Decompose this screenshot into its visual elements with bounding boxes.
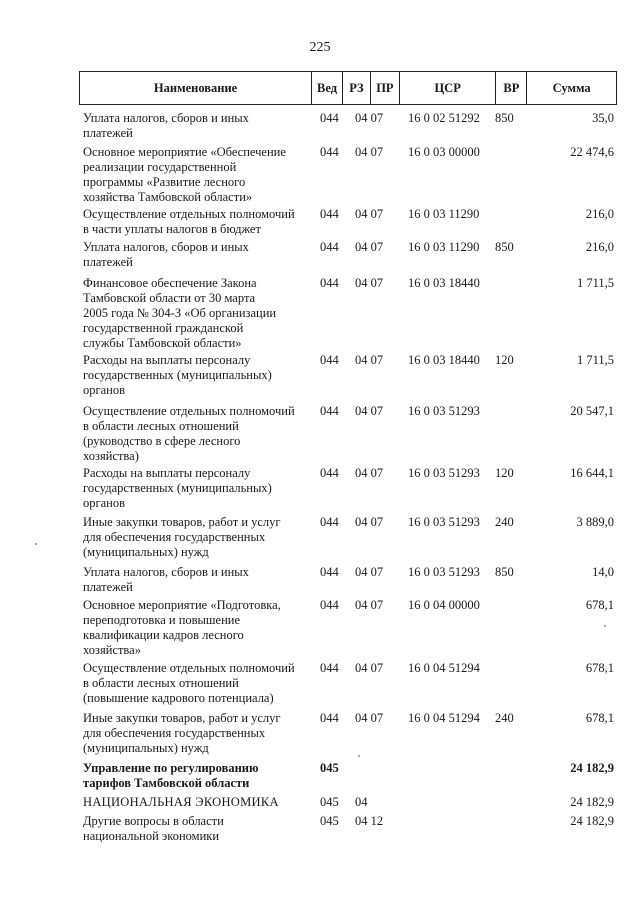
row-csr: 16 0 03 18440 [408,353,480,367]
row-name: Уплата налогов, сборов и иных платежей [83,240,249,269]
row-csr: 16 0 04 51294 [408,661,480,675]
row-sum: 35,0 [592,111,614,125]
row-csr: 16 0 03 00000 [408,145,480,159]
row-rz-pr: 04 12 [355,814,384,828]
row-csr: 16 0 03 18440 [408,276,480,290]
row-sum: 678,1 [585,711,614,725]
row-name: Уплата налогов, сборов и иных платежей [83,111,249,140]
row-sum: 1 711,5 [576,276,614,290]
row-rz-pr: 04 07 [355,515,384,529]
page-number: 225 [309,40,331,55]
row-name: Иные закупки товаров, работ и услуг для обеспечения государственных (муниципальных) нужд [83,515,281,559]
row-rz-pr: 04 07 [355,565,384,579]
row-ved: 044 [320,404,339,418]
row-rz-pr: 04 07 [355,145,384,159]
row-csr: 16 0 03 51293 [408,404,480,418]
header-name: Наименование [153,80,238,95]
row-ved: 044 [320,661,339,675]
row-name: Осуществление отдельных полномочий в области лесных отношений (руководство в сфере лесного хозяйства) [83,404,295,463]
row-csr: 16 0 03 11290 [408,207,480,221]
row-csr: 16 0 03 51293 [408,565,480,579]
row-sum: 216,0 [585,240,614,254]
table-header [79,71,617,105]
row-name: Расходы на выплаты персоналу государственных (муниципальных) органов [83,353,272,397]
budget-table [79,71,617,843]
row-vr: 240 [495,711,514,725]
row-rz-pr: 04 [355,795,368,809]
row-sum: 16 644,1 [570,466,614,480]
row-ved: 044 [320,111,339,125]
row-ved: 044 [320,466,339,480]
row-sum: 24 182,9 [570,761,614,775]
row-csr: 16 0 04 00000 [408,598,480,612]
row-vr: 120 [495,353,514,367]
row-rz-pr: 04 07 [355,111,384,125]
row-rz-pr: 04 07 [355,711,384,725]
row-csr: 16 0 03 11290 [408,240,480,254]
row-rz-pr: 04 07 [355,207,384,221]
row-ved: 044 [320,515,339,529]
row-ved: 044 [320,207,339,221]
row-sum: 1 711,5 [576,353,614,367]
row-sum: 14,0 [592,565,614,579]
row-sum: 24 182,9 [570,814,614,828]
row-ved: 044 [320,353,339,367]
scan-speck [35,543,37,545]
row-name: Осуществление отдельных полномочий в части уплаты налогов в бюджет [83,207,295,236]
row-ved: 044 [320,598,339,612]
row-name: Расходы на выплаты персоналу государственных (муниципальных) органов [83,466,272,510]
row-ved: 045 [320,795,339,809]
row-vr: 120 [495,466,514,480]
row-sum: 216,0 [585,207,614,221]
row-sum: 3 889,0 [576,515,614,529]
row-name: Уплата налогов, сборов и иных платежей [83,565,249,594]
row-sum: 678,1 [585,598,614,612]
row-ved: 044 [320,276,339,290]
row-sum: 22 474,6 [570,145,614,159]
row-sum: 678,1 [585,661,614,675]
row-ved: 044 [320,240,339,254]
row-csr: 16 0 02 51292 [408,111,480,125]
row-name: Основное мероприятие «Обеспечение реализации государственной программы «Развитие лесного хозяйства Тамбовской области» [83,145,286,204]
row-csr: 16 0 03 51293 [408,515,480,529]
row-ved: 045 [320,814,339,828]
header-vr: ВР [495,72,526,104]
row-rz-pr: 04 07 [355,598,384,612]
row-ved: 045 [320,761,339,775]
row-name: Основное мероприятие «Подготовка, переподготовка и повышение квалификации кадров лесного хозяйства» [83,598,281,657]
row-vr: 850 [495,111,514,125]
row-sum: 24 182,9 [570,795,614,809]
row-vr: 240 [495,515,514,529]
row-rz-pr: 04 07 [355,276,384,290]
row-ved: 044 [320,565,339,579]
header-ved: Вед [311,72,342,104]
row-name: Управление по регулированию тарифов Тамбовской области [83,761,259,790]
row-rz-pr: 04 07 [355,404,384,418]
scan-speck [604,625,606,627]
row-sum: 20 547,1 [570,404,614,418]
row-rz-pr: 04 07 [355,466,384,480]
row-name: Иные закупки товаров, работ и услуг для обеспечения государственных (муниципальных) нужд [83,711,281,755]
row-csr: 16 0 04 51294 [408,711,480,725]
row-vr: 850 [495,565,514,579]
header-pr: ПР [370,72,399,104]
row-ved: 044 [320,145,339,159]
row-name: НАЦИОНАЛЬНАЯ ЭКОНОМИКА [83,795,279,809]
row-name: Другие вопросы в области национальной экономики [83,814,224,843]
scan-speck [358,755,360,757]
row-vr: 850 [495,240,514,254]
row-rz-pr: 04 07 [355,661,384,675]
row-csr: 16 0 03 51293 [408,466,480,480]
header-rz: РЗ [342,72,370,104]
row-name: Осуществление отдельных полномочий в области лесных отношений (повышение кадрового потенциала) [83,661,295,705]
row-name: Финансовое обеспечение Закона Тамбовской области от 30 марта 2005 года № 304-З «Об организации государственной гражданской службы Тамбовской области» [83,276,277,350]
row-ved: 044 [320,711,339,725]
header-csr: ЦСР [399,72,496,104]
header-sum: Сумма [526,72,616,104]
row-rz-pr: 04 07 [355,353,384,367]
row-rz-pr: 04 07 [355,240,384,254]
